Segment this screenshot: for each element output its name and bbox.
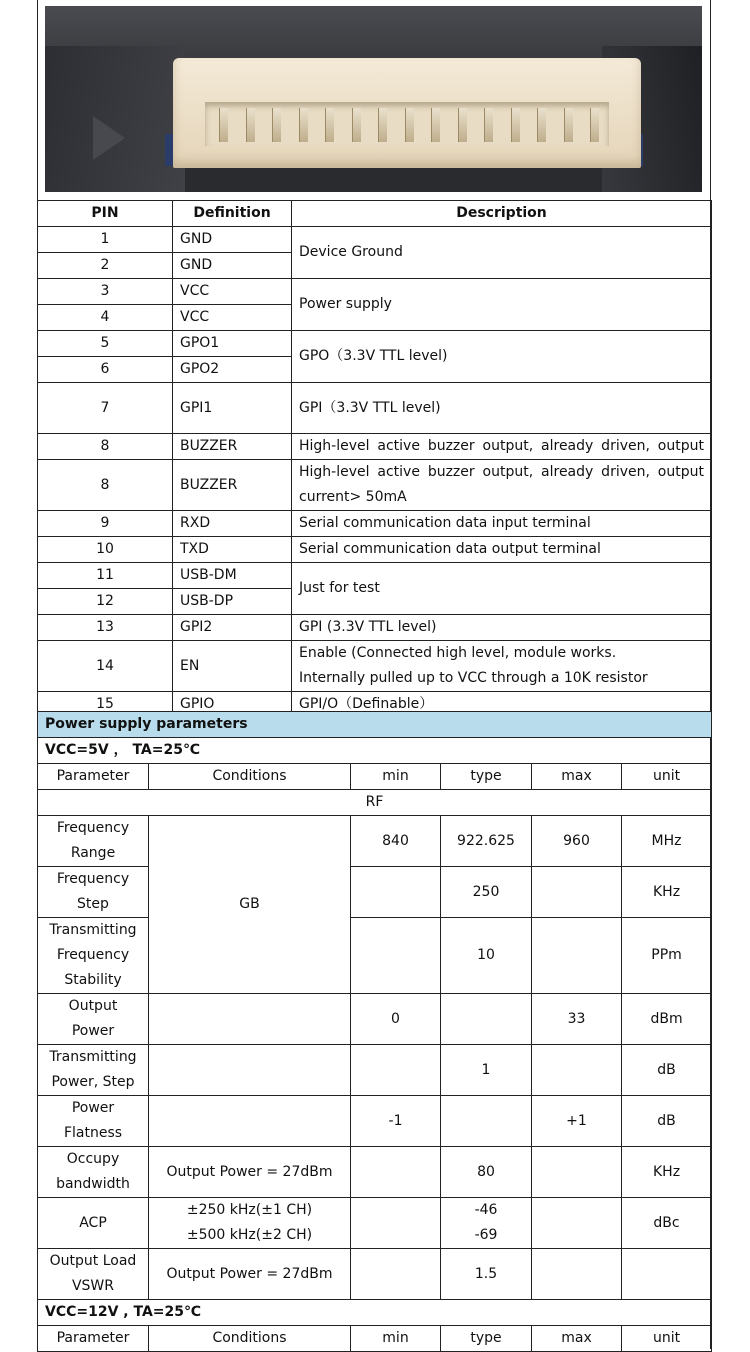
param-type: 250 — [441, 867, 532, 918]
pin-number: 9 — [38, 511, 173, 537]
pin-definition: GPI1 — [173, 383, 292, 434]
param-line: Power — [71, 1023, 115, 1039]
param-min: 0 — [351, 994, 441, 1045]
param-line: Output — [68, 998, 118, 1014]
pin-number: 15 — [38, 692, 173, 718]
param-max — [532, 1045, 622, 1096]
param-type: 1 — [441, 1045, 532, 1096]
table-row — [38, 994, 712, 1045]
param-conditions — [149, 1045, 351, 1096]
pin-number: 4 — [38, 305, 173, 331]
pin-description — [292, 641, 712, 692]
param-line: Range — [70, 845, 116, 861]
param-type: 922.625 — [441, 816, 532, 867]
param-line: Step — [77, 896, 109, 912]
pin-description: High-level active buzzer output, already driven, output — [292, 434, 712, 460]
condition-row — [38, 1300, 712, 1326]
param-max — [532, 1147, 622, 1198]
connector-photo — [45, 6, 702, 192]
pin-number: 5 — [38, 331, 173, 357]
pin-description: GPO（3.3V TTL level) — [292, 331, 712, 383]
table-row — [38, 1096, 712, 1147]
param-max — [532, 867, 622, 918]
table-row — [38, 1045, 712, 1096]
header-type: type — [441, 764, 532, 790]
pin-definition: VCC — [173, 279, 292, 305]
table-header-row — [38, 1326, 712, 1352]
param-unit: dBm — [622, 994, 712, 1045]
param-name — [38, 867, 149, 918]
param-type: 10 — [441, 918, 532, 994]
header-parameter: Parameter — [38, 764, 149, 790]
pin-number: 3 — [38, 279, 173, 305]
section-header-row — [38, 712, 712, 738]
param-unit: MHz — [622, 816, 712, 867]
table-row — [38, 641, 712, 692]
table-header-row — [38, 201, 712, 227]
description-line: Internally pulled up to VCC through a 10K resistor — [299, 670, 648, 686]
pin-definition: BUZZER — [173, 460, 292, 511]
param-unit: KHz — [622, 1147, 712, 1198]
pin-definition: USB-DP — [173, 589, 292, 615]
table-row — [38, 511, 712, 537]
pin-number: 8 — [38, 460, 173, 511]
pin-number: 13 — [38, 615, 173, 641]
pin-definition: GPO2 — [173, 357, 292, 383]
param-conditions — [149, 994, 351, 1045]
param-min — [351, 1045, 441, 1096]
param-unit: dBc — [622, 1198, 712, 1249]
pin-description: GPI（3.3V TTL level) — [292, 383, 712, 434]
param-max — [532, 1198, 622, 1249]
param-type — [441, 1096, 532, 1147]
param-min — [351, 867, 441, 918]
power-supply-table — [37, 711, 712, 1352]
header-conditions: Conditions — [149, 1326, 351, 1352]
table-row — [38, 563, 712, 589]
param-min — [351, 1198, 441, 1249]
table-row — [38, 227, 712, 253]
table-row — [38, 816, 712, 867]
pin-number: 14 — [38, 641, 173, 692]
table-row — [38, 434, 712, 460]
param-line: Stability — [64, 972, 122, 988]
param-name — [38, 1249, 149, 1300]
header-unit: unit — [622, 1326, 712, 1352]
param-min: -1 — [351, 1096, 441, 1147]
param-type: 80 — [441, 1147, 532, 1198]
param-min — [351, 918, 441, 994]
pin-definition: GND — [173, 227, 292, 253]
description-line: current> 50mA — [299, 489, 407, 505]
param-unit: dB — [622, 1096, 712, 1147]
header-min: min — [351, 1326, 441, 1352]
description-line: High-level active buzzer output, already driven, output — [299, 464, 704, 480]
condition-line: ±500 kHz(±2 CH) — [186, 1227, 313, 1243]
header-unit: unit — [622, 764, 712, 790]
param-line: Frequency — [56, 871, 130, 887]
param-line: Output Load — [49, 1253, 137, 1269]
param-line: Transmitting — [49, 1049, 137, 1065]
table-row — [38, 331, 712, 357]
param-conditions: GB — [149, 816, 351, 994]
pin-number: 10 — [38, 537, 173, 563]
header-conditions: Conditions — [149, 764, 351, 790]
table-row — [38, 1249, 712, 1300]
param-max: +1 — [532, 1096, 622, 1147]
param-unit: KHz — [622, 867, 712, 918]
param-name — [38, 1045, 149, 1096]
pin-description — [292, 460, 712, 511]
table-row — [38, 867, 712, 918]
pin-definition: GPO1 — [173, 331, 292, 357]
condition-line: ±250 kHz(±1 CH) — [186, 1202, 313, 1218]
pin-number: 11 — [38, 563, 173, 589]
param-conditions: Output Power = 27dBm — [149, 1249, 351, 1300]
type-line: -46 — [474, 1202, 498, 1218]
header-pin: PIN — [38, 201, 173, 227]
header-max: max — [532, 764, 622, 790]
table-row — [38, 918, 712, 994]
pin-definition: GND — [173, 253, 292, 279]
param-conditions: Output Power = 27dBm — [149, 1147, 351, 1198]
header-min: min — [351, 764, 441, 790]
table-row — [38, 615, 712, 641]
param-name — [38, 994, 149, 1045]
pin-definition: TXD — [173, 537, 292, 563]
pin-definition: GPIO — [173, 692, 292, 718]
header-description: Description — [292, 201, 712, 227]
header-definition: Definition — [173, 201, 292, 227]
table-row — [38, 537, 712, 563]
param-max: 960 — [532, 816, 622, 867]
condition-label: VCC=5V ， TA=25℃ — [38, 738, 712, 764]
pin-description: Serial communication data input terminal — [292, 511, 712, 537]
param-type — [441, 994, 532, 1045]
pin-description: Just for test — [292, 563, 712, 615]
param-type: 1.5 — [441, 1249, 532, 1300]
pin-description: Power supply — [292, 279, 712, 331]
pin-definition-table — [37, 200, 712, 718]
table-row — [38, 460, 712, 511]
param-max — [532, 1249, 622, 1300]
param-max: 33 — [532, 994, 622, 1045]
param-line: Flatness — [63, 1125, 123, 1141]
param-conditions — [149, 1096, 351, 1147]
type-line: -69 — [474, 1227, 498, 1243]
param-unit: dB — [622, 1045, 712, 1096]
pin-definition: USB-DM — [173, 563, 292, 589]
param-name — [38, 918, 149, 994]
param-line: Frequency — [56, 947, 130, 963]
description-line: Enable (Connected high level, module works. — [299, 645, 617, 661]
header-type: type — [441, 1326, 532, 1352]
param-line: Power, Step — [51, 1074, 135, 1090]
table-row — [38, 1198, 712, 1249]
pin-number: 2 — [38, 253, 173, 279]
param-line: Transmitting — [49, 922, 137, 938]
header-max: max — [532, 1326, 622, 1352]
pin-definition: BUZZER — [173, 434, 292, 460]
header-parameter: Parameter — [38, 1326, 149, 1352]
table-header-row — [38, 764, 712, 790]
section-title: Power supply parameters — [38, 712, 712, 738]
pin-number: 7 — [38, 383, 173, 434]
pin-number: 8 — [38, 434, 173, 460]
condition-row — [38, 738, 712, 764]
param-name: ACP — [38, 1198, 149, 1249]
rf-row — [38, 790, 712, 816]
table-row — [38, 1147, 712, 1198]
rf-label: RF — [38, 790, 712, 816]
param-line: bandwidth — [56, 1176, 130, 1192]
param-line: Power — [71, 1100, 115, 1116]
pin-definition: GPI2 — [173, 615, 292, 641]
table-row — [38, 279, 712, 305]
table-row — [38, 383, 712, 434]
pin-description: Device Ground — [292, 227, 712, 279]
param-min — [351, 1147, 441, 1198]
param-conditions — [149, 1198, 351, 1249]
pin-description: GPI (3.3V TTL level) — [292, 615, 712, 641]
param-min: 840 — [351, 816, 441, 867]
pin-number: 12 — [38, 589, 173, 615]
pin-number: 1 — [38, 227, 173, 253]
param-line: VSWR — [71, 1278, 115, 1294]
param-line: Frequency — [56, 820, 130, 836]
param-line: Occupy — [66, 1151, 120, 1167]
param-name — [38, 1096, 149, 1147]
param-unit: PPm — [622, 918, 712, 994]
param-name — [38, 816, 149, 867]
pin-definition: RXD — [173, 511, 292, 537]
pin-definition: EN — [173, 641, 292, 692]
param-min — [351, 1249, 441, 1300]
condition-label: VCC=12V , TA=25℃ — [38, 1300, 712, 1326]
param-name — [38, 1147, 149, 1198]
pin-description: Serial communication data output terminal — [292, 537, 712, 563]
param-type — [441, 1198, 532, 1249]
pin-number: 6 — [38, 357, 173, 383]
param-unit — [622, 1249, 712, 1300]
pin-description: GPI/O（Definable） — [292, 692, 712, 718]
pin-definition: VCC — [173, 305, 292, 331]
param-max — [532, 918, 622, 994]
